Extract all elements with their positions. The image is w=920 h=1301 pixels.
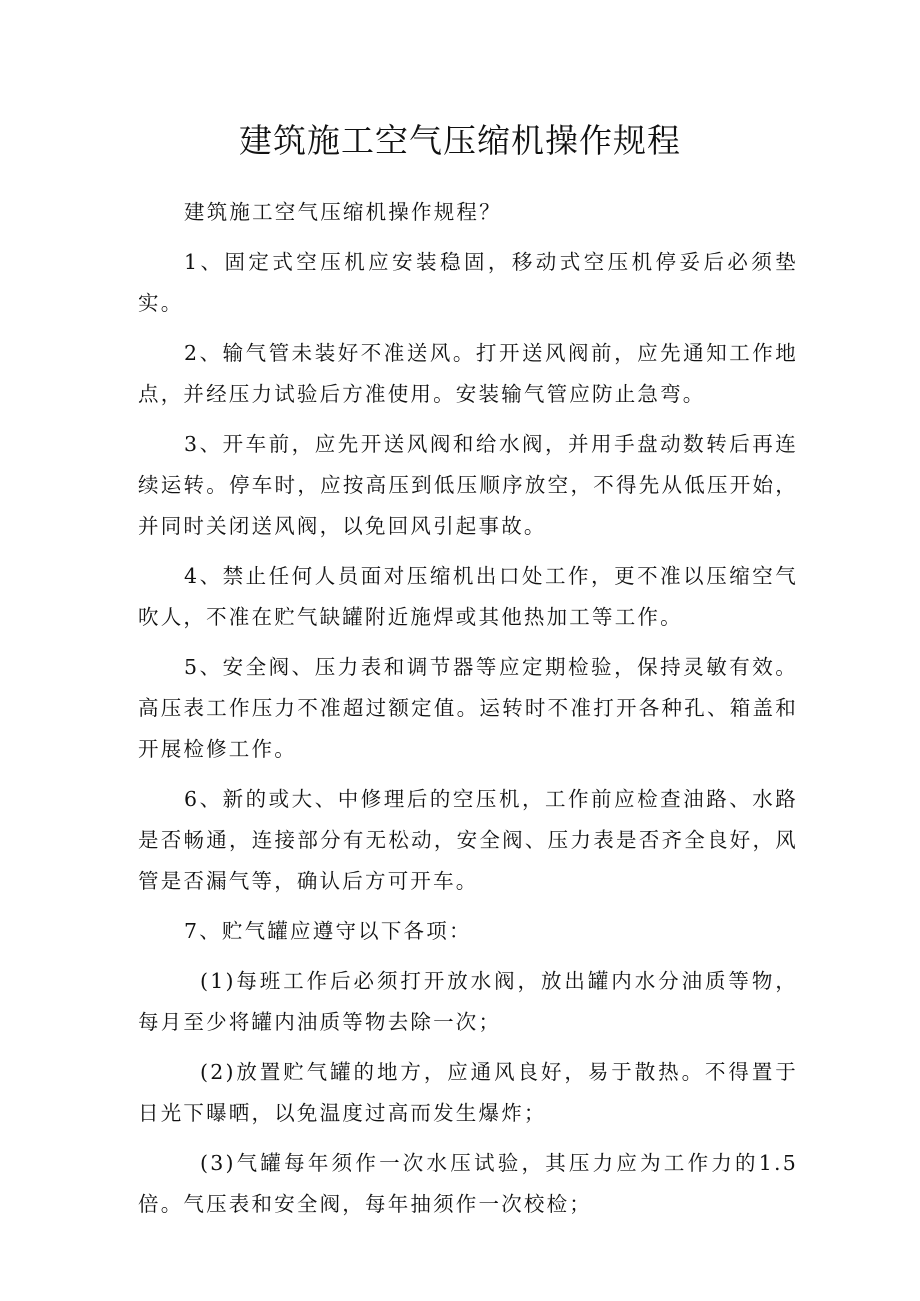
rule-7-paragraph: 7、贮气罐应遵守以下各项： (184, 919, 472, 943)
rule-6-paragraph: 6、新的或大、中修理后的空压机，工作前应检查油路、水路是否畅通，连接部分有无松动，安全阀、压力表是否齐全良好，风管是否漏气等，确认后方可开车。 (138, 787, 798, 893)
rule-5-paragraph: 5、安全阀、压力表和调节器等应定期检验，保持灵敏有效。高压表工作压力不准超过额定值。运转时不准打开各种孔、箱盖和开展检修工作。 (138, 655, 798, 761)
rule-7-item-3: (3)气罐每年须作一次水压试验，其压力应为工作力的1.5倍。气压表和安全阀，每年抽须作一次校检； (138, 1151, 798, 1216)
rule-4-paragraph: 4、禁止任何人员面对压缩机出口处工作，更不准以压缩空气吹人，不准在贮气缺罐附近施焊或其他热加工等工作。 (138, 564, 798, 629)
intro-paragraph: 建筑施工空气压缩机操作规程？ (184, 200, 502, 224)
document-title: 建筑施工空气压缩机操作规程 (239, 121, 681, 160)
rule-3-paragraph: 3、开车前，应先开送风阀和给水阀，并用手盘动数转后再连续运转。停车时，应按高压到低压顺序放空，不得先从低压开始，并同时关闭送风阀，以免回风引起事故。 (138, 432, 798, 538)
document-body (138, 192, 798, 1234)
rule-1-paragraph: 1、固定式空压机应安装稳固，移动式空压机停妥后必须垫实。 (138, 250, 798, 315)
rule-7-item-1: (1)每班工作后必须打开放水阀，放出罐内水分油质等物，每月至少将罐内油质等物去除一次； (138, 969, 798, 1034)
rule-7-item-2: (2)放置贮气罐的地方，应通风良好，易于散热。不得置于日光下曝晒，以免温度过高而发生爆炸； (138, 1060, 798, 1125)
rule-2-paragraph: 2、输气管未装好不准送风。打开送风阀前，应先通知工作地点，并经压力试验后方准使用。安装输气管应防止急弯。 (138, 341, 798, 406)
